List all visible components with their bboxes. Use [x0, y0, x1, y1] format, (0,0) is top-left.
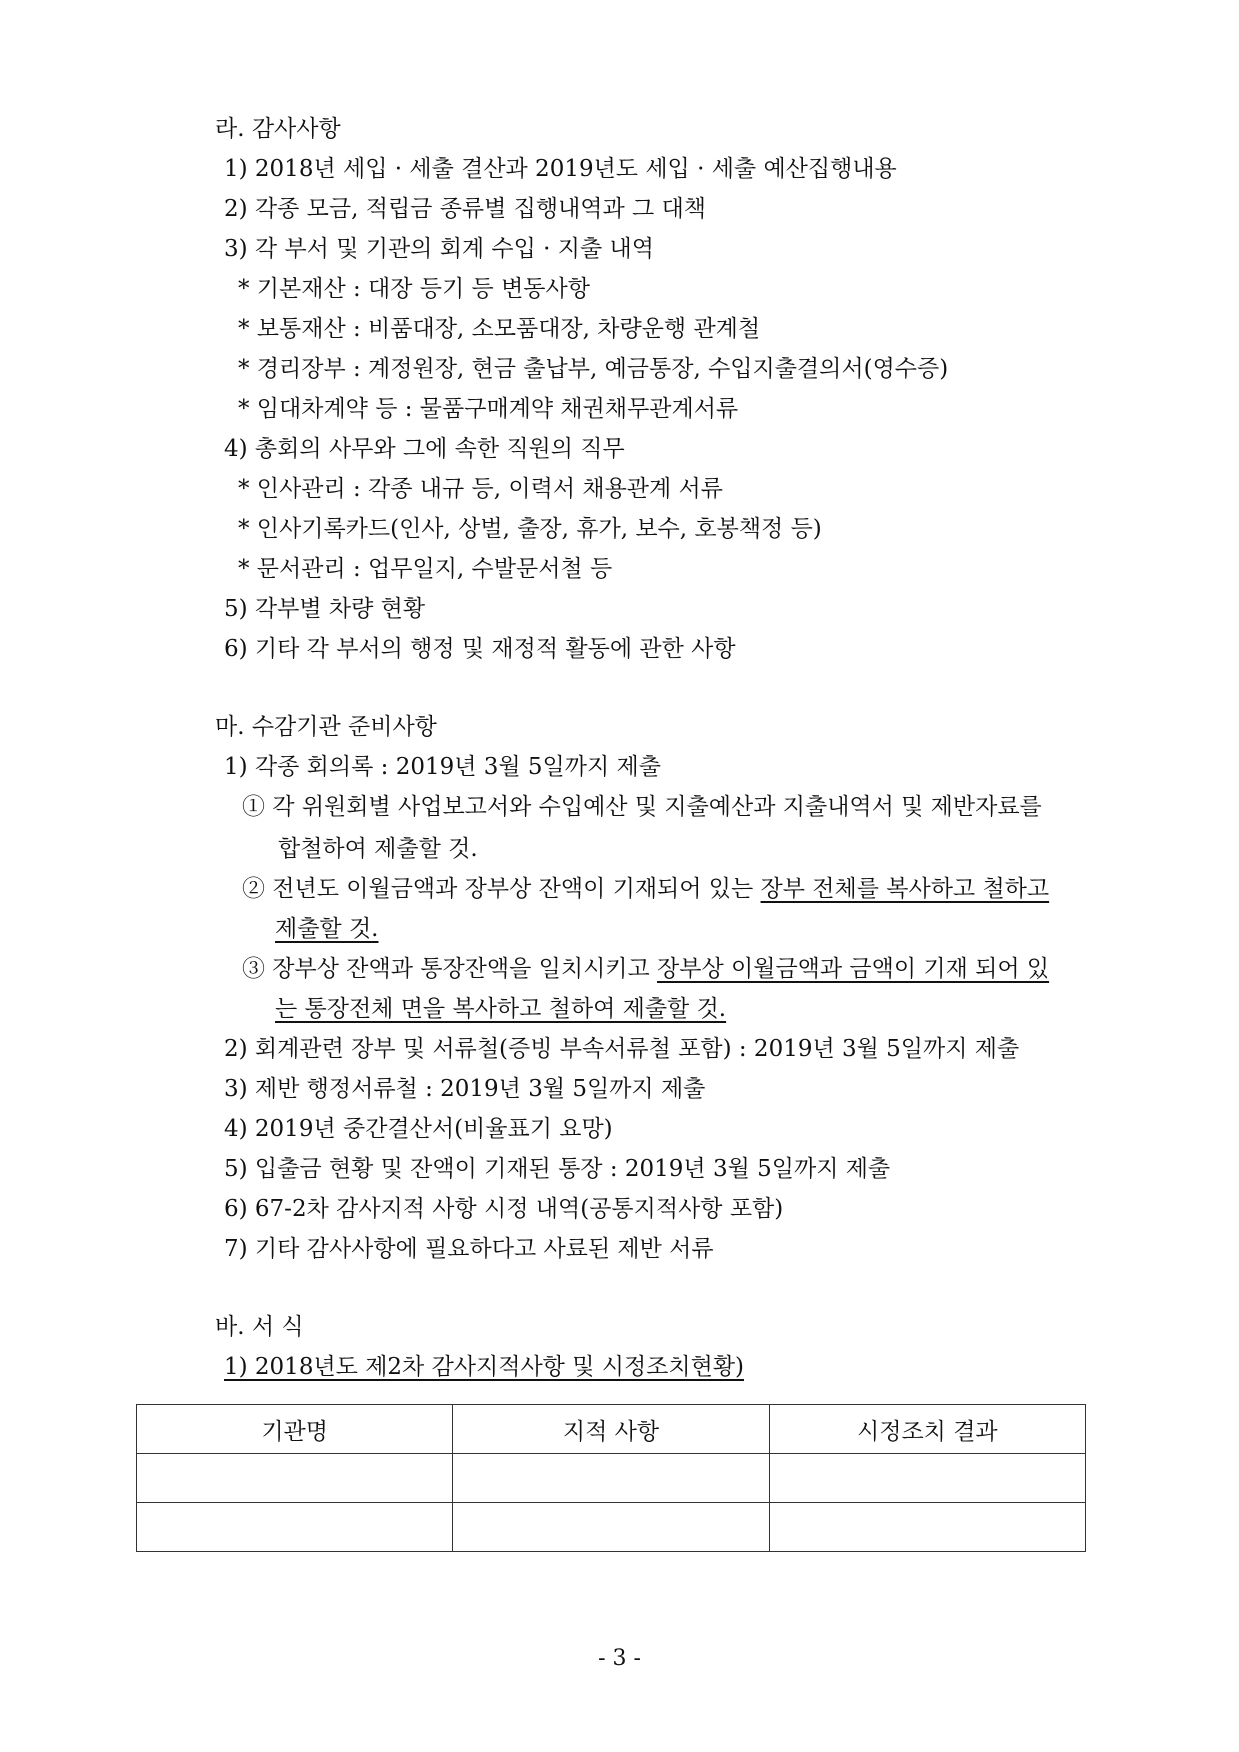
list-item: 4) 2019년 중간결산서(비율표기 요망) — [224, 1116, 613, 1142]
list-item: * 보통재산 : 비품대장, 소모품대장, 차량운행 관계철 — [238, 316, 761, 342]
table-row — [137, 1503, 1086, 1552]
list-item: 5) 각부별 차량 현황 — [224, 596, 426, 622]
list-item: 5) 입출금 현황 및 잔액이 기재된 통장 : 2019년 3월 5일까지 제출 — [224, 1156, 891, 1182]
list-item: * 기본재산 : 대장 등기 등 변동사항 — [238, 276, 590, 302]
list-item: 7) 기타 감사사항에 필요하다고 사료된 제반 서류 — [224, 1236, 714, 1262]
section-heading: 마. 수감기관 준비사항 — [215, 714, 437, 740]
page-number: - 3 - — [598, 1646, 641, 1671]
list-item: 6) 기타 각 부서의 행정 및 재정적 활동에 관한 사항 — [224, 636, 736, 662]
table-caption: 1) 2018년도 제2차 감사지적사항 및 시정조치현황) — [224, 1354, 745, 1380]
underlined-text: 장부 전체를 복사하고 철하고 — [760, 876, 1050, 902]
column-header-findings: 지적 사항 — [453, 1405, 769, 1454]
table-cell — [453, 1503, 769, 1552]
table-cell — [453, 1454, 769, 1503]
list-item-text: ③ 장부상 잔액과 통장잔액을 일치시키고 — [242, 956, 658, 982]
underlined-text: 장부상 이월금액과 금액이 기재 되어 있 — [657, 956, 1050, 982]
table-cell — [769, 1503, 1085, 1552]
list-item: * 인사관리 : 각종 내규 등, 이력서 채용관계 서류 — [238, 476, 723, 502]
status-table — [136, 1404, 1086, 1552]
table-header-row — [137, 1405, 1086, 1454]
underlined-text: 제출할 것. — [275, 916, 379, 942]
list-item: 3) 각 부서 및 기관의 회계 수입 · 지출 내역 — [224, 236, 654, 262]
list-item: * 인사기록카드(인사, 상벌, 출장, 휴가, 보수, 호봉책정 등) — [238, 516, 822, 542]
table-cell — [137, 1503, 453, 1552]
list-item: ① 각 위원회별 사업보고서와 수입예산 및 지출예산과 지출내역서 및 제반자료를 — [242, 794, 1042, 820]
list-item: * 경리장부 : 계정원장, 현금 출납부, 예금통장, 수입지출결의서(영수증) — [238, 356, 949, 382]
list-item: 1) 각종 회의록 : 2019년 3월 5일까지 제출 — [224, 754, 661, 780]
table-cell — [769, 1454, 1085, 1503]
underlined-text: 는 통장전체 면을 복사하고 철하여 제출할 것. — [275, 996, 727, 1022]
list-item: * 문서관리 : 업무일지, 수발문서철 등 — [238, 556, 613, 582]
list-item: 합철하여 제출할 것. — [278, 836, 478, 862]
list-item: 6) 67-2차 감사지적 사항 시정 내역(공통지적사항 포함) — [224, 1196, 784, 1222]
list-item — [242, 954, 1049, 984]
list-item: 1) 2018년 세입 · 세출 결산과 2019년도 세입 · 세출 예산집행내용 — [224, 156, 897, 182]
section-heading: 바. 서 식 — [215, 1314, 304, 1340]
list-item: 2) 각종 모금, 적립금 종류별 집행내역과 그 대책 — [224, 196, 707, 222]
list-item — [242, 874, 1049, 904]
list-item: * 임대차계약 등 : 물품구매계약 채권채무관계서류 — [238, 396, 739, 422]
list-item: 4) 총회의 사무와 그에 속한 직원의 직무 — [224, 436, 625, 462]
table-cell — [137, 1454, 453, 1503]
list-item: 2) 회계관련 장부 및 서류철(증빙 부속서류철 포함) : 2019년 3월 5일까지 제출 — [224, 1036, 1020, 1062]
column-header-agency: 기관명 — [137, 1405, 453, 1454]
table-row — [137, 1454, 1086, 1503]
section-heading: 라. 감사사항 — [215, 116, 341, 142]
column-header-corrective-result: 시정조치 결과 — [769, 1405, 1085, 1454]
list-item: 3) 제반 행정서류철 : 2019년 3월 5일까지 제출 — [224, 1076, 706, 1102]
list-item-text: ② 전년도 이월금액과 장부상 잔액이 기재되어 있는 — [242, 876, 761, 902]
